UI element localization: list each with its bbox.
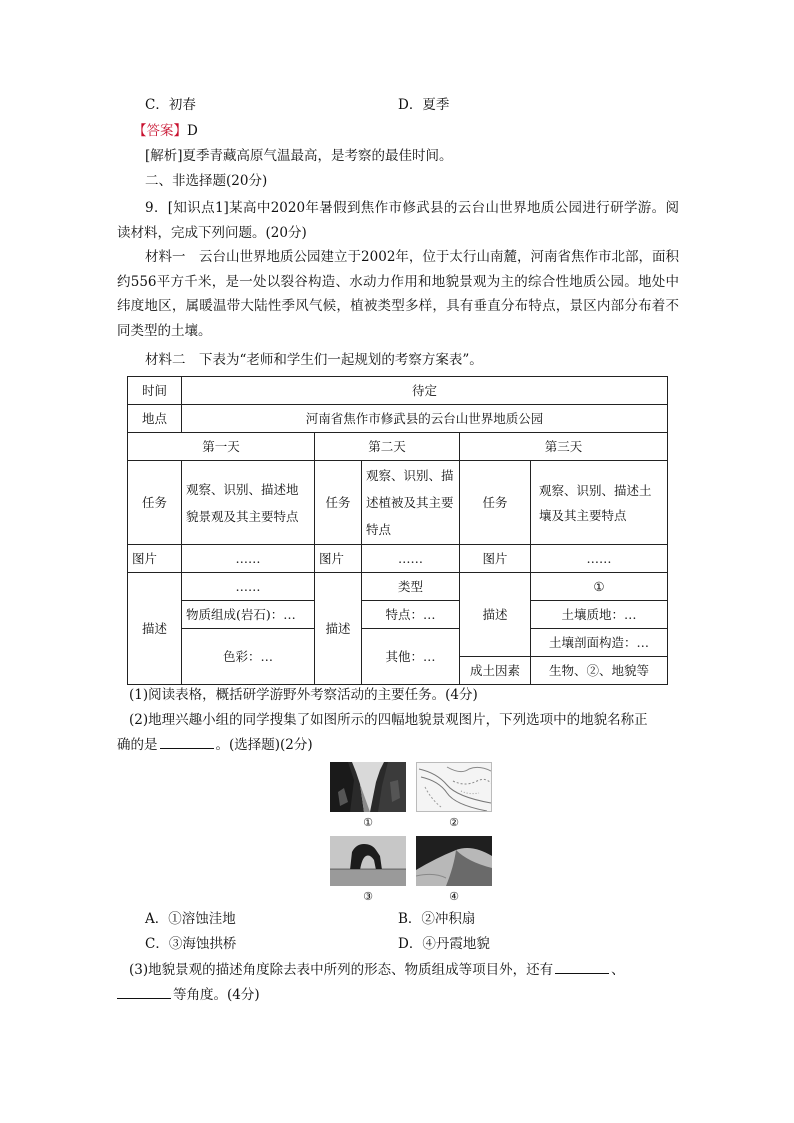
material-one: 材料一 云台山世界地质公园建立于2002年，位于太行山南麓，河南省焦作市北部，面积约556平方千米，是一处以裂谷构造、水动力作用和地貌景观为主的综合性地质公园。地处中纬度地区，属暖温带大陆性季风气候，植被类型多样，具有垂直分布特点，景区内部分布着不同类型的土壤。	[117, 249, 679, 339]
q2-text-b: 。(选择题)(2分)	[215, 737, 313, 753]
option-d: D．④丹霞地貌	[398, 936, 490, 952]
table-row	[128, 377, 668, 405]
plan-table	[127, 376, 668, 685]
day-two-header: 第二天	[315, 433, 460, 461]
canyon-photo	[330, 762, 406, 812]
prev-option-d: D．夏季	[398, 97, 450, 113]
pic-label-1: 图片	[128, 545, 182, 573]
place-label: 地点	[128, 405, 182, 433]
fig-label-1: ①	[363, 816, 373, 829]
task-label-3: 任务	[460, 461, 531, 545]
option-b: B．②冲积扇	[398, 911, 476, 927]
desc-day-three-profile: 土壤剖面构造：…	[531, 629, 668, 657]
pic-label-2: 图片	[315, 545, 362, 573]
place-value: 河南省焦作市修武县的云台山世界地质公园	[182, 405, 668, 433]
section-title: 二、非选择题(20分)	[145, 173, 268, 189]
q9-stem: 9．[知识点1]某高中2020年暑假到焦作市修武县的云台山世界地质公园进行研学游。阅读材料，完成下列问题。(20分)	[117, 200, 679, 241]
sea-arch-photo	[330, 836, 406, 886]
time-label: 时间	[128, 377, 182, 405]
task-day-one: 观察、识别、描述地貌景观及其主要特点	[182, 461, 315, 545]
desc-day-one-ellipsis: ……	[182, 573, 315, 601]
q2-text-a: 确的是	[117, 737, 158, 753]
analysis-text: [解析]夏季青藏高原气温最高，是考察的最佳时间。	[145, 148, 453, 164]
option-c: C．③海蚀拱桥	[145, 936, 237, 952]
task-label-2: 任务	[315, 461, 362, 545]
material-two: 材料二 下表为“老师和学生们一起规划的考察方案表”。	[145, 352, 483, 368]
task-day-two: 观察、识别、描述植被及其主要特点	[362, 461, 460, 545]
answer-blank-q3-1	[555, 961, 609, 974]
desc-label-1: 描述	[128, 573, 182, 685]
landform-figures	[330, 762, 494, 904]
desc-day-three-circle: ①	[531, 573, 668, 601]
pic-day-three: ……	[531, 545, 668, 573]
fig-label-4: ④	[449, 890, 459, 903]
sub-question-3-line2	[117, 986, 260, 1004]
option-a: A．①溶蚀洼地	[145, 911, 236, 927]
sub-question-1: (1)阅读表格，概括研学游野外考察活动的主要任务。(4分)	[129, 687, 478, 703]
q3-sep: 、	[611, 962, 625, 978]
desc-day-one-material: 物质组成(岩石)：…	[182, 601, 315, 629]
answer-line	[133, 122, 198, 140]
desc-day-three-factor-value: 生物、②、地貌等	[531, 657, 668, 685]
q3-text-b: 等角度。(4分)	[173, 987, 260, 1003]
table-row	[128, 433, 668, 461]
sub-question-2-line2	[117, 736, 313, 754]
desc-day-two-feature: 特点：…	[362, 601, 460, 629]
q3-text-a: (3)地貌景观的描述角度除去表中所列的形态、物质组成等项目外，还有	[129, 962, 554, 978]
answer-blank-q3-2	[117, 986, 171, 999]
pic-day-one: ……	[182, 545, 315, 573]
fig-label-2: ②	[449, 816, 459, 829]
task-day-three: 观察、识别、描述土壤及其主要特点	[531, 461, 668, 545]
sub-question-3-line1	[129, 961, 625, 979]
table-row	[128, 573, 668, 601]
sub-question-2-line1: (2)地理兴趣小组的同学搜集了如图所示的四幅地貌景观图片，下列选项中的地貌名称正	[129, 712, 648, 728]
answer-value: D	[187, 123, 198, 139]
table-row	[128, 629, 668, 657]
day-three-header: 第三天	[460, 433, 668, 461]
fig-label-3: ③	[363, 890, 373, 903]
prev-option-c: C．初春	[145, 97, 196, 113]
desc-day-one-color: 色彩：…	[182, 629, 315, 685]
task-label-1: 任务	[128, 461, 182, 545]
table-row	[128, 545, 668, 573]
desc-day-two-type: 类型	[362, 573, 460, 601]
table-row	[128, 461, 668, 545]
answer-blank-q2	[160, 736, 214, 749]
fan-sketch	[416, 762, 492, 812]
desc-label-3: 描述	[460, 573, 531, 657]
table-row	[128, 405, 668, 433]
answer-tag: 【答案】	[133, 123, 187, 139]
table-row	[128, 601, 668, 629]
time-value: 待定	[182, 377, 668, 405]
day-one-header: 第一天	[128, 433, 315, 461]
desc-day-three-factor-label: 成土因素	[460, 657, 531, 685]
desc-label-2: 描述	[315, 573, 362, 685]
desc-day-two-other: 其他：…	[362, 629, 460, 685]
pic-label-3: 图片	[460, 545, 531, 573]
pic-day-two: ……	[362, 545, 460, 573]
desc-day-three-texture: 土壤质地：…	[531, 601, 668, 629]
sand-dune-photo	[416, 836, 492, 886]
